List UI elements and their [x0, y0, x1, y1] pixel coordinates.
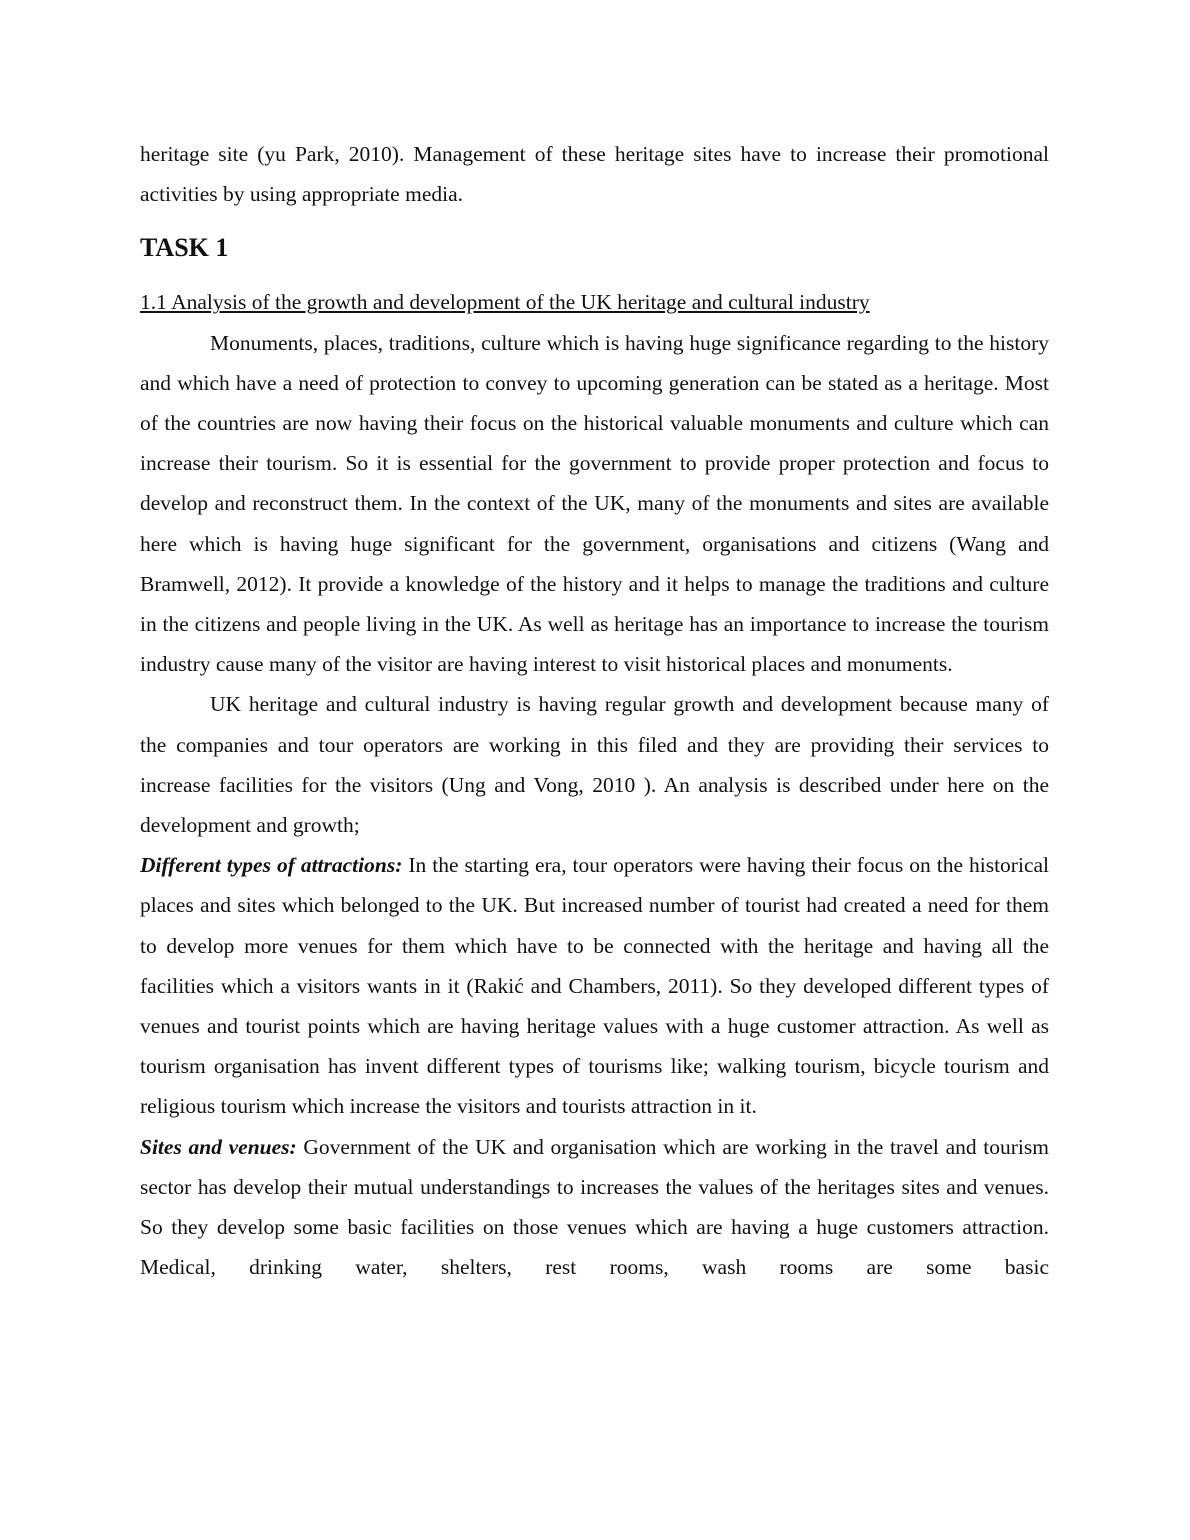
sites-text: Government of the UK and organisation which are working in the travel and tourism sector has develop their mutual understandings to increases the values of the heritages sites and venues. So they develop some basic facilities on those venues which are having a huge customers attraction. Medical, drinking water, shelters, rest rooms, wash rooms are some basic [140, 1134, 1049, 1280]
sites-paragraph [140, 1127, 1049, 1288]
attractions-text: In the starting era, tour operators were having their focus on the historical places and sites which belonged to the UK. But increased number of tourist had created a need for them to develop more venues for them which have to be connected with the heritage and having all the facilities which a visitors wants in it (Rakić and Chambers, 2011). So they developed different types of venues and tourist points which are having heritage values with a huge customer attraction. As well as tourism organisation has invent different types of tourisms like; walking tourism, bicycle tourism and religious tourism which increase the visitors and tourists attraction in it. [140, 853, 1049, 1119]
body-paragraph-heritage: Monuments, places, traditions, culture which is having huge significance regarding to the history and which have a need of protection to convey to upcoming generation can be stated as a heritage. Most of the countries are now having their focus on the historical valuable monuments and culture which can increase their tourism. So it is essential for the government to provide proper protection and focus to develop and reconstruct them. In the context of the UK, many of the monuments and sites are available here which is having huge significant for the government, organisations and citizens (Wang and Bramwell, 2012). It provide a knowledge of the history and it helps to manage the traditions and culture in the citizens and people living in the UK. As well as heritage has an importance to increase the tourism industry cause many of the visitor are having interest to visit historical places and monuments. [140, 330, 1049, 677]
attractions-paragraph [140, 845, 1049, 1126]
attractions-lead: Different types of attractions: [140, 853, 403, 878]
task-heading: TASK 1 [140, 233, 229, 263]
section-heading: 1.1 Analysis of the growth and development of the UK heritage and cultural industry [140, 290, 870, 315]
body-paragraph-growth: UK heritage and cultural industry is having regular growth and development because many of the companies and tour operators are working in this filed and they are providing their services to increase facilities for the visitors (Ung and Vong, 2010 ). An analysis is described under here on the development and growth; [140, 692, 1049, 838]
intro-paragraph: heritage site (yu Park, 2010). Management of these heritage sites have to increase their promotional activities by using appropriate media. [140, 142, 1049, 207]
document-page [140, 134, 1049, 1287]
sites-lead: Sites and venues: [140, 1134, 297, 1159]
